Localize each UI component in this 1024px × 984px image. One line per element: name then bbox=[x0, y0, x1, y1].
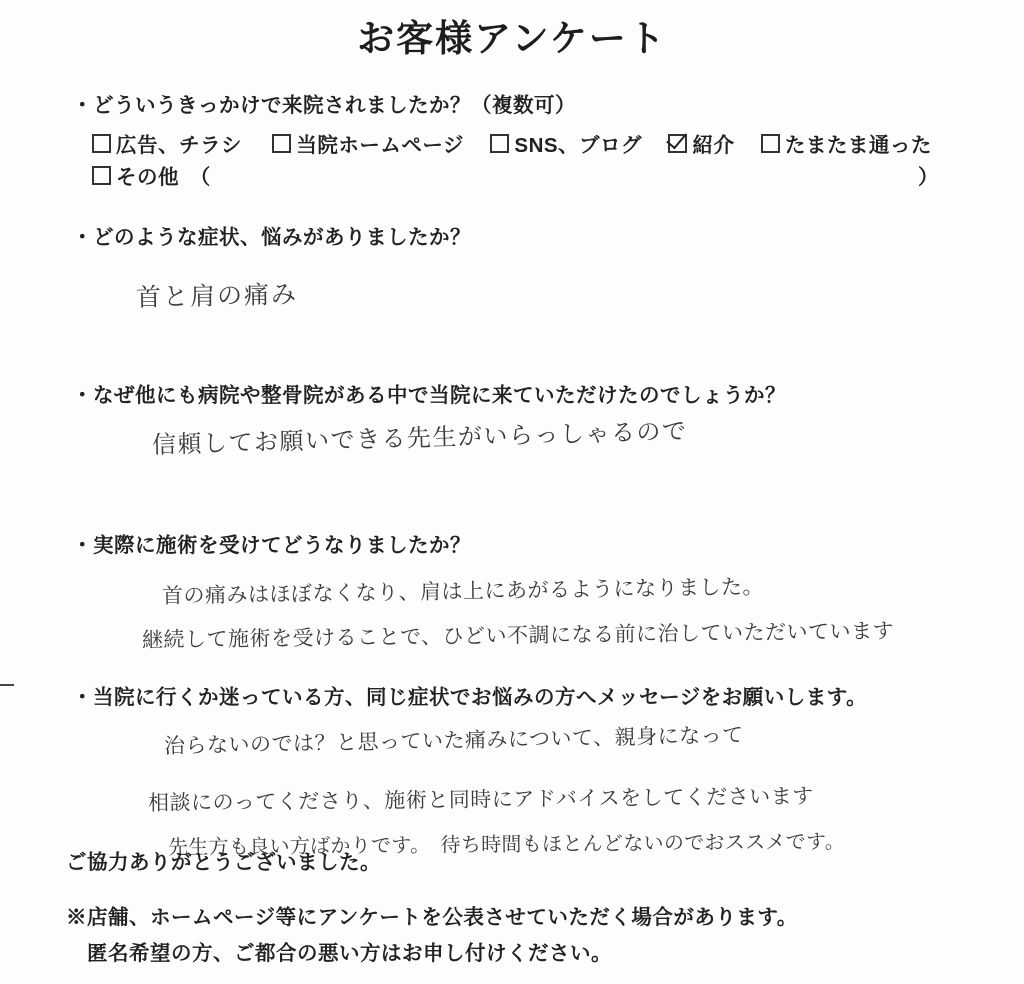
question-5-answer-line-3: 先生方も良い方ばかりです。 待ち時間もほとんどないのでおススメです。 bbox=[167, 829, 846, 859]
question-5-answer-line-2: 相談にのってくださり、施術と同時にアドバイスをしてくださいます bbox=[147, 784, 814, 815]
option-referral-label: 紹介 bbox=[692, 134, 735, 157]
option-homepage[interactable] bbox=[272, 128, 464, 158]
checkbox-passerby[interactable] bbox=[761, 134, 780, 153]
checkbox-other[interactable] bbox=[92, 166, 111, 185]
option-referral[interactable] bbox=[668, 128, 734, 158]
question-5-answer-line-1: 治らないのでは？と思っていた痛みについて、親身になって bbox=[163, 722, 744, 758]
question-5-prompt: ・当院に行くか迷っている方、同じ症状でお悩みの方へメッセージをお願いします。 bbox=[72, 686, 868, 709]
question-4-answer-line-1: 首の痛みはほぼなくなり、肩は上にあがるようになりました。 bbox=[161, 574, 765, 608]
page-edge-mark bbox=[0, 684, 14, 686]
option-ad[interactable] bbox=[92, 128, 242, 158]
thanks-text: ご協力ありがとうございました。 bbox=[66, 851, 381, 874]
option-passerby[interactable] bbox=[761, 128, 932, 158]
option-homepage-label: 当院ホームページ bbox=[296, 134, 464, 157]
question-1-prompt: ・どういうきっかけで来院されましたか？（複数可） bbox=[72, 94, 576, 117]
question-4-prompt: ・実際に施術を受けてどうなりましたか？ bbox=[72, 534, 471, 557]
page-title: お客様アンケート bbox=[357, 18, 667, 59]
question-3-answer-line-1: 信頼してお願いできる先生がいらっしゃるので bbox=[151, 416, 688, 459]
option-passerby-label: たまたま通った bbox=[784, 134, 932, 157]
option-sns-label: SNS、ブログ bbox=[514, 134, 643, 157]
option-other-label: その他 （ bbox=[116, 166, 211, 189]
option-other-close-paren: ） bbox=[918, 166, 939, 189]
notice-line-2: 匿名希望の方、ご都合の悪い方はお申し付けください。 bbox=[66, 942, 612, 965]
question-2-prompt: ・どのような症状、悩みがありましたか？ bbox=[72, 226, 471, 249]
question-4-answer-line-2: 継続して施術を受けることで、ひどい不調になる前に治していただいています bbox=[141, 618, 895, 652]
option-sns[interactable] bbox=[490, 128, 642, 158]
option-ad-label: 広告、チラシ bbox=[116, 134, 242, 157]
checkbox-homepage[interactable] bbox=[272, 134, 291, 153]
option-other[interactable] bbox=[92, 160, 211, 190]
question-3-prompt: ・なぜ他にも病院や整骨院がある中で当院に来ていただけたのでしょうか？ bbox=[72, 384, 786, 407]
question-1-options-row-2 bbox=[92, 160, 211, 190]
notice-line-1: ※店舗、ホームページ等にアンケートを公表させていただく場合があります。 bbox=[66, 906, 798, 929]
checkbox-referral[interactable] bbox=[668, 134, 687, 153]
question-1-options-row-1 bbox=[92, 128, 932, 158]
question-2-answer-line-1: 首と肩の痛み bbox=[135, 279, 299, 312]
checkbox-sns[interactable] bbox=[490, 134, 509, 153]
checkbox-ad[interactable] bbox=[92, 134, 111, 153]
